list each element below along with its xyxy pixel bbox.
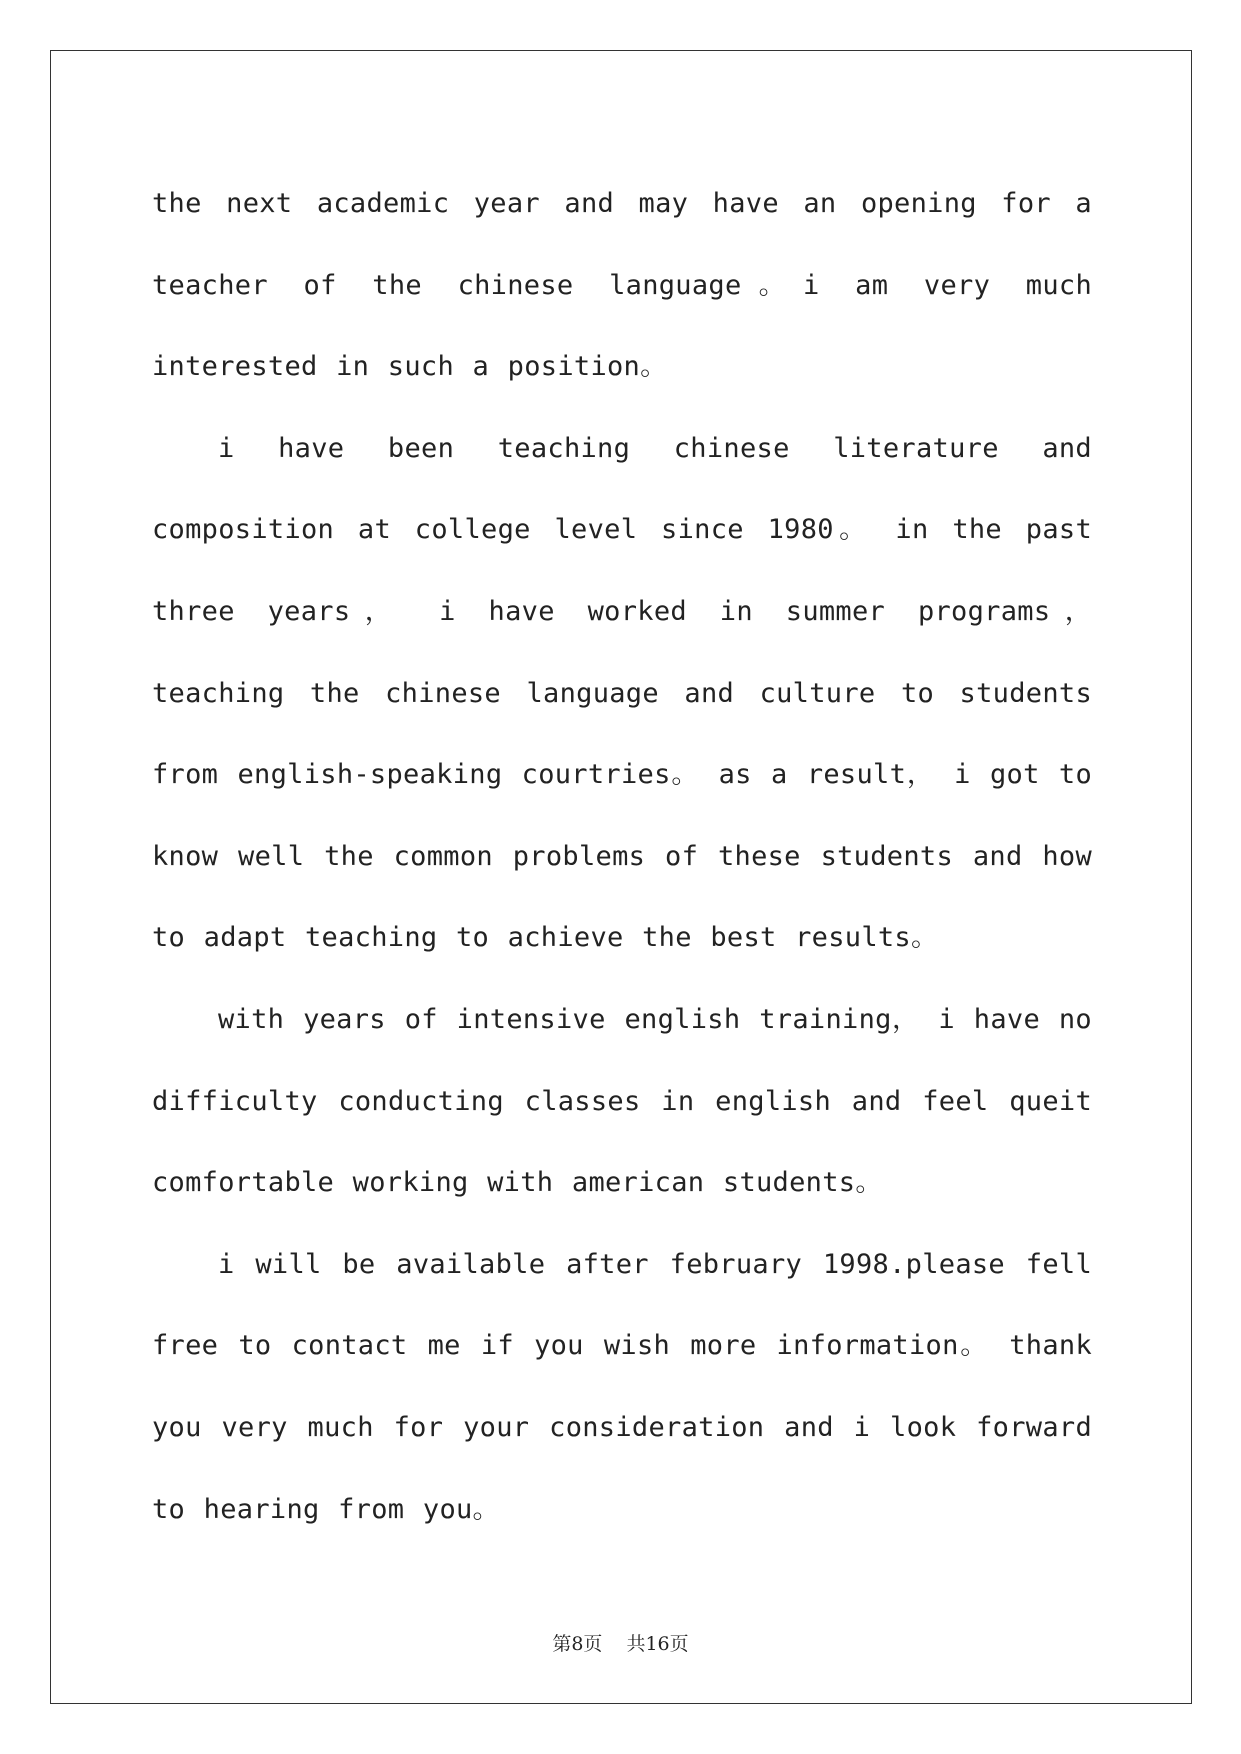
paragraph: the next academic year and may have an opening for a teacher of the chinese language。i am very much interested in such a position。 [152,188,1092,383]
paragraph: i have been teaching chinese literature and composition at college level since 1980。 in the past three years， i have worked in summer programs， teaching the chinese language and culture to students from english-speaking courtries。 as a result， i got to know well the common problems of these students and how to adapt teaching to achieve the best results。 [152,432,1092,954]
page-footer [0,1629,1241,1656]
paragraph: i will be available after february 1998.please fell free to contact me if you wish more information。 thank you very much for your consideration and i look forward to hearing from you。 [152,1248,1092,1525]
page-number: 第8页 [552,1633,603,1655]
page-total: 共16页 [626,1633,689,1655]
paragraph: with years of intensive english training， i have no difficulty conducting classes in english and feel queit comfortable working with american students。 [152,1003,1092,1199]
document-body [152,163,1092,1550]
